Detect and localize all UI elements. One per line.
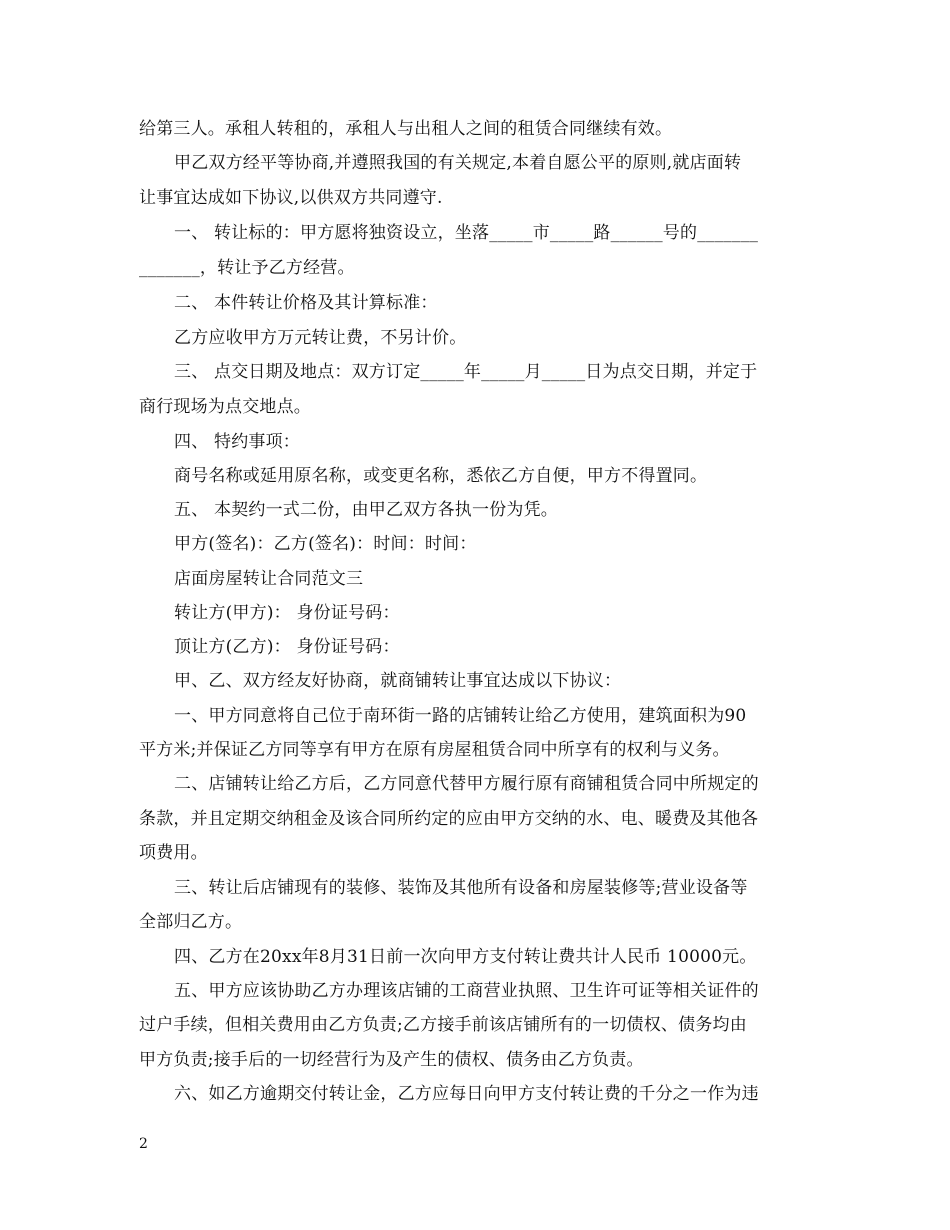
text-line-26: 五、甲方应该协助乙方办理该店铺的工商营业执照、卫生许可证等相关证件的 bbox=[174, 981, 759, 1001]
text-line-1: 给第三人。承租人转租的，承租人与出租人之间的租赁合同继续有效。 bbox=[139, 119, 673, 139]
text-line-21: 条款，并且定期交纳租金及该合同所约定的应由甲方交纳的水、电、暖费及其他各 bbox=[139, 809, 759, 829]
text-line-6: 二、 本件转让价格及其计算标准： bbox=[174, 293, 438, 313]
text-line-17: 甲、乙、双方经友好协商，就商铺转让事宜达成以下协议： bbox=[174, 671, 622, 691]
text-line-19: 平方米;并保证乙方同等享有甲方在原有房屋租赁合同中所享有的权利与义务。 bbox=[139, 740, 730, 760]
text-line-7: 乙方应收甲方万元转让费，不另计价。 bbox=[174, 328, 467, 348]
text-line-12: 五、 本契约一式二份，由甲乙双方各执一份为凭。 bbox=[174, 500, 559, 520]
text-line-20: 二、店铺转让给乙方后，乙方同意代替甲方履行原有商铺租赁合同中所规定的 bbox=[174, 774, 759, 794]
text-line-18: 一、甲方同意将自己位于南环街一路的店铺转让给乙方使用，建筑面积为90 bbox=[174, 706, 747, 726]
text-line-15: 转让方(甲方)： 身份证号码： bbox=[174, 603, 400, 623]
text-line-14: 店面房屋转让合同范文三 bbox=[174, 569, 364, 589]
text-line-4: 一、 转让标的：甲方愿将独资设立，坐落_____市_____路______号的_______ bbox=[174, 223, 759, 243]
text-line-24: 全部归乙方。 bbox=[139, 912, 243, 932]
text-line-29: 六、如乙方逾期交付转让金，乙方应每日向甲方支付转让费的千分之一作为违 bbox=[174, 1084, 759, 1104]
page-number: 2 bbox=[139, 1136, 148, 1152]
text-line-8: 三、 点交日期及地点：双方订定_____年_____月_____日为点交日期，并定于 bbox=[174, 362, 758, 382]
text-line-13: 甲方(签名)：乙方(签名)：时间：时间： bbox=[174, 534, 477, 554]
text-line-9: 商行现场为点交地点。 bbox=[139, 397, 311, 417]
text-line-3: 让事宜达成如下协议,以供双方共同遵守. bbox=[139, 188, 443, 208]
text-line-16: 顶让方(乙方)： 身份证号码： bbox=[174, 637, 400, 657]
text-line-2: 甲乙双方经平等协商,并遵照我国的有关规定,本着自愿公平的原则,就店面转 bbox=[174, 153, 742, 173]
text-line-5: _______，转让予乙方经营。 bbox=[139, 258, 355, 278]
text-line-28: 甲方负责;接手后的一切经营行为及产生的债权、债务由乙方负责。 bbox=[139, 1050, 644, 1070]
text-line-10: 四、 特约事项： bbox=[174, 432, 301, 452]
text-line-27: 过户手续，但相关费用由乙方负责;乙方接手前该店铺所有的一切债权、债务均由 bbox=[139, 1015, 747, 1035]
text-line-11: 商号名称或延用原名称，或变更名称，悉依乙方自便，甲方不得置同。 bbox=[174, 466, 708, 486]
text-line-25: 四、乙方在20xx年8月31日前一次向甲方支付转让费共计人民币 10000元。 bbox=[174, 947, 757, 967]
text-line-23: 三、转让后店铺现有的装修、装饰及其他所有设备和房屋装修等;营业设备等 bbox=[174, 878, 748, 898]
text-line-22: 项费用。 bbox=[139, 843, 208, 863]
